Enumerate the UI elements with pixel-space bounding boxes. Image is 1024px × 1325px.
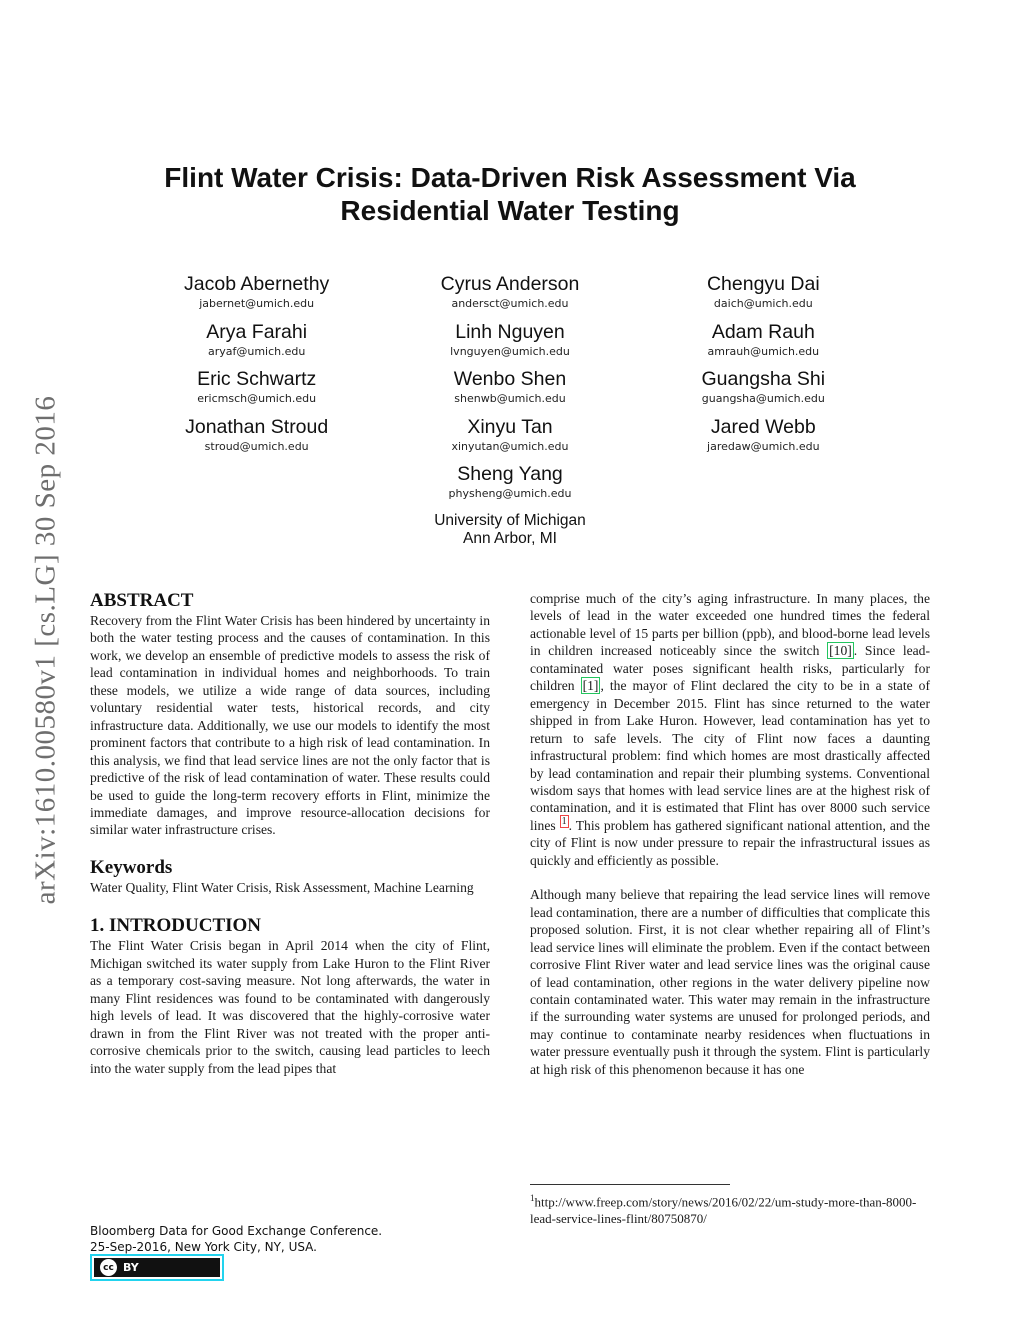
- left-column: [90, 590, 490, 1077]
- author: [637, 367, 890, 413]
- footnote-url[interactable]: http://www.freep.com/story/news/2016/02/22/um-study-more-than-8000-lead-service-lines-flint/80750870/: [530, 1194, 917, 1227]
- author-name: Guangsha Shi: [701, 368, 826, 390]
- author: [637, 415, 890, 461]
- introduction-heading: 1. INTRODUCTION: [90, 915, 262, 937]
- citation-link[interactable]: [10]: [829, 643, 852, 659]
- abstract-text: Recovery from the Flint Water Crisis has been hindered by uncertainty in both the water testing process and the causes of contamination. In this work, we develop an ensemble of predictive models to assess the risk of lead contamination in individual homes and neighborhoods. To train these models, we utilize a wide range of data sources, including voluntary residential water tests, historical records, and city infrastructure data. Additionally, we use our models to identify the most prominent factors that contribute to a high risk of lead contamination. In this analysis, we find that lead service lines are not the only factor that is predictive of the risk of lead contamination of water. These results could be used to guide the long-term recovery efforts in Flint, minimize the immediate damages, and improve resource-allocation decisions for similar water infrastructure crises.: [90, 613, 490, 838]
- author: [383, 320, 636, 366]
- author-email: stroud@umich.edu: [204, 439, 309, 453]
- paragraph-text: . Since lead-contaminated water poses significant health risks, particularly for children: [530, 643, 930, 694]
- author: [383, 367, 636, 413]
- paper-title: [90, 161, 930, 227]
- cc-by-label: BY: [123, 1261, 139, 1274]
- author-email: physheng@umich.edu: [448, 487, 572, 500]
- cc-badge-body: [94, 1258, 220, 1277]
- author-email: jaredaw@umich.edu: [707, 439, 820, 453]
- author: [130, 415, 383, 461]
- author: [383, 415, 636, 461]
- footnote-link[interactable]: 1: [561, 816, 567, 828]
- introduction-paragraph-1: The Flint Water Crisis began in April 2014 when the city of Flint, Michigan switched its water supply from Lake Huron to the Flint River as a temporary cost-saving measure. Not long afterwards, the water in many Flint residences was found to be contaminated with dangerously high levels of lead. It was discovered that the highly-corrosive water drawn in from the Flint River was not treated with the proper anti-corrosive chemicals prior to the switch, causing lead particles to leech into the water supply from the lead pipes that: [90, 938, 490, 1076]
- author-name: Wenbo Shen: [453, 368, 567, 390]
- author-name: Cyrus Anderson: [440, 273, 580, 295]
- abstract-heading: ABSTRACT: [90, 590, 194, 611]
- introduction-paragraph-2: [530, 590, 930, 869]
- author: [383, 272, 636, 318]
- author-email: ericmsch@umich.edu: [197, 392, 317, 405]
- cc-icon: cc: [100, 1259, 117, 1276]
- author-name: Sheng Yang: [457, 463, 563, 485]
- author-email: shenwb@umich.edu: [454, 392, 566, 405]
- affiliation: [360, 512, 660, 548]
- conference-info: [90, 1223, 490, 1255]
- author-email: lvnguyen@umich.edu: [450, 344, 570, 358]
- author-email: guangsha@umich.edu: [701, 392, 825, 405]
- author-email: andersct@umich.edu: [451, 297, 569, 310]
- author-name: Jonathan Stroud: [185, 415, 329, 438]
- author: [637, 320, 890, 366]
- author: [383, 462, 636, 508]
- footnote-marker: 1: [530, 1193, 535, 1203]
- author-name: Linh Nguyen: [455, 320, 565, 343]
- author-name: Chengyu Dai: [706, 273, 820, 295]
- conference-date-location: 25-Sep-2016, New York City, NY, USA.: [90, 1240, 317, 1254]
- affiliation-institution: University of Michigan: [434, 512, 586, 529]
- author-name: Jacob Abernethy: [184, 273, 330, 295]
- title-line-1: Flint Water Crisis: Data-Driven Risk Assessment Via: [164, 162, 856, 193]
- author-name: Xinyu Tan: [467, 415, 553, 438]
- author: [130, 367, 383, 413]
- keywords-heading: Keywords: [90, 856, 173, 878]
- paragraph-text: , the mayor of Flint declared the city to be in a state of emergency in December 2015. Flint has since returned to the water shipped in from Lake Huron. However, lead contamination has yet to return to safe levels. The city of Flint now faces a daunting infrastructural problem: find which homes are most drastically affected by lead contamination and repair their plumbing systems. Conventional wisdom says that homes with lead service lines are at the highest risk of contamination, and it is estimated that Flint has over 8000 such service lines: [530, 678, 931, 833]
- keywords-text: Water Quality, Flint Water Crisis, Risk Assessment, Machine Learning: [90, 879, 474, 895]
- title-line-2: Residential Water Testing: [340, 195, 680, 226]
- author-name: Eric Schwartz: [197, 368, 317, 390]
- right-column: [530, 590, 930, 1078]
- author-list: [130, 272, 890, 508]
- author-email: daich@umich.edu: [713, 297, 813, 310]
- conference-name: Bloomberg Data for Good Exchange Conference.: [90, 1224, 383, 1238]
- author: [130, 320, 383, 366]
- author-name: Adam Rauh: [711, 320, 815, 343]
- affiliation-location: Ann Arbor, MI: [463, 530, 557, 547]
- footnote: [530, 1190, 930, 1227]
- author-name: Arya Farahi: [206, 320, 308, 343]
- author-empty: [637, 462, 890, 508]
- paragraph-gap: [530, 869, 930, 886]
- author-empty: [130, 462, 383, 508]
- author-email: jabernet@umich.edu: [199, 297, 315, 310]
- arxiv-identifier-sidebar: [18, 350, 74, 950]
- paragraph-text: comprise much of the city’s aging infrastructure. In many places, the levels of lead in the water exceeded one hundred times the federal actionable level of 15 parts per billion (ppb), and blood-borne lead levels in children increased noticeably since the switch: [530, 591, 930, 659]
- citation-link[interactable]: [1]: [582, 678, 599, 694]
- footnote-divider: [530, 1184, 730, 1185]
- arxiv-id: arXiv:1610.00580v1 [cs.LG] 30 Sep 2016: [29, 395, 62, 905]
- author-email: xinyutan@umich.edu: [451, 439, 569, 453]
- introduction-paragraph-3: Although many believe that repairing the lead service lines will remove lead contamination, there are a number of difficulties that complicate this proposed solution. First, it is not clear whether repairing all of Flint’s lead service lines will eliminate the problem. Even if the contact between corrosive Flint River water and lead service lines was the original cause of lead contamination, other regions in the water delivery pipeline now contain contaminated water. This water may remain in the infrastructure if the surrounding water systems are unused for prolonged periods, and may continue to contaminate nearby residences when fluctuations in water pressure eventually push it through the system. Flint is particularly at high risk of this phenomenon because it has one: [530, 887, 930, 1077]
- author-name: Jared Webb: [710, 415, 816, 438]
- author: [130, 272, 383, 318]
- author-email: aryaf@umich.edu: [207, 344, 306, 358]
- cc-license-badge[interactable]: [90, 1254, 224, 1281]
- author-email: amrauh@umich.edu: [707, 344, 820, 358]
- paragraph-text: . This problem has gathered significant national attention, and the city of Flint is now under pressure to repair the infrastructural issues as quickly and efficiently as possible.: [530, 817, 930, 868]
- author: [637, 272, 890, 318]
